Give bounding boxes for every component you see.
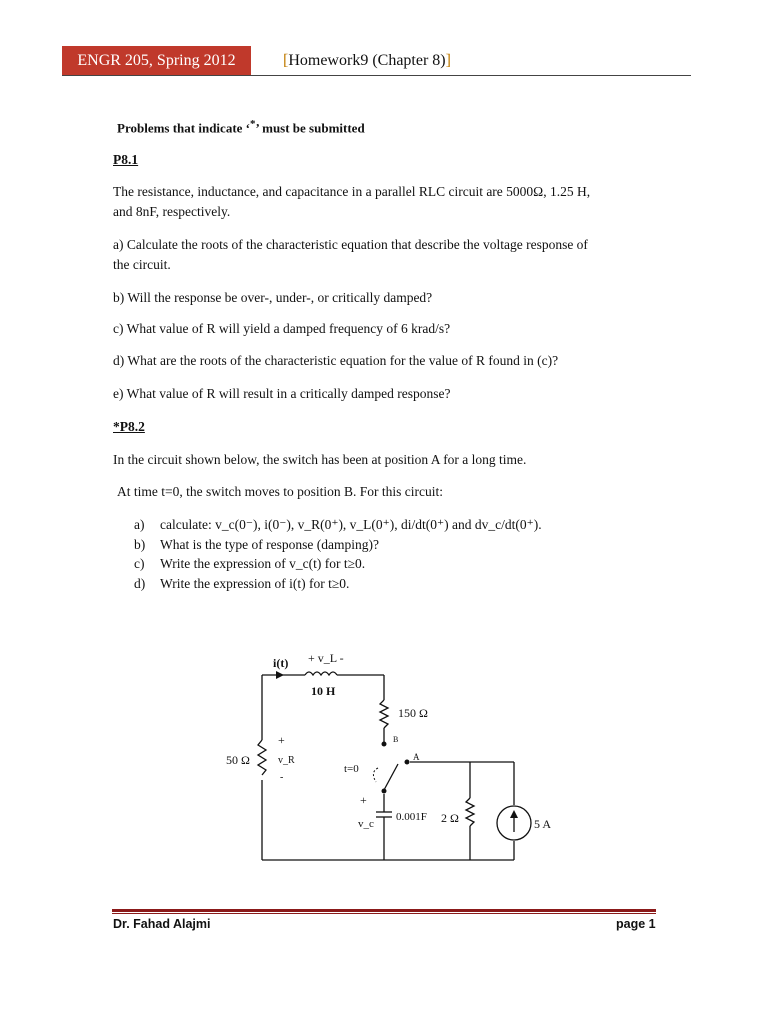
inductor-label: 10 H bbox=[311, 684, 336, 698]
bracket-open: [ bbox=[283, 52, 289, 69]
p81-intro-line2: and 8nF, respectively. bbox=[113, 204, 231, 219]
p81-intro-line1: The resistance, inductance, and capacitance in a parallel RLC circuit are 5000Ω, 1.25 H, bbox=[113, 184, 591, 199]
vc-plus: + bbox=[360, 793, 367, 807]
footer-rule bbox=[112, 909, 656, 912]
current-arrow bbox=[276, 671, 284, 679]
course-badge: ENGR 205, Spring 2012 bbox=[62, 46, 251, 76]
p81-a-line1: a) Calculate the roots of the characteristic equation that describe the voltage response of bbox=[113, 237, 588, 252]
current-label: i(t) bbox=[273, 656, 289, 670]
note-mark: * bbox=[250, 118, 256, 130]
footer-author: Dr. Fahad Alajmi bbox=[113, 917, 211, 931]
item-text: Write the expression of i(t) for t≥0. bbox=[160, 575, 350, 591]
resistor-2-label: 2 Ω bbox=[441, 811, 459, 825]
p81-b: b) Will the response be over-, under-, or critically damped? bbox=[113, 290, 433, 305]
footer-rule-thin bbox=[112, 913, 656, 914]
position-b-label: B bbox=[393, 735, 399, 744]
resistor-150-label: 150 Ω bbox=[398, 706, 428, 720]
switch-time-label: t=0 bbox=[344, 763, 359, 775]
note-pre: Problems that indicate ‘ bbox=[117, 120, 250, 136]
p81-e: e) What value of R will result in a critically damped response? bbox=[113, 386, 451, 401]
vr-minus: - bbox=[280, 772, 284, 783]
bracket-close: ] bbox=[445, 52, 451, 69]
resistor-50-label: 50 Ω bbox=[226, 753, 250, 767]
resistor-2-symbol bbox=[466, 798, 474, 826]
item-letter: a) bbox=[134, 517, 145, 532]
vl-label: + v_L - bbox=[308, 651, 344, 665]
homework-title-text: Homework9 (Chapter 8) bbox=[288, 52, 446, 69]
p82-heading: *P8.2 bbox=[113, 419, 145, 434]
vr-plus: + bbox=[278, 733, 285, 747]
item-text: What is the type of response (damping)? bbox=[160, 536, 379, 552]
note-post: ’ must be submitted bbox=[255, 120, 365, 136]
item-text: Write the expression of v_c(t) for t≥0. bbox=[160, 556, 366, 571]
capacitor-label: 0.001F bbox=[396, 811, 427, 823]
resistor-150-symbol bbox=[380, 700, 388, 728]
item-letter: d) bbox=[134, 575, 146, 591]
p81-c: c) What value of R will yield a damped frequency of 6 krad/s? bbox=[113, 321, 451, 336]
p82-line2: At time t=0, the switch moves to position B. For this circuit: bbox=[117, 484, 443, 499]
item-text: calculate: v_c(0⁻), i(0⁻), v_R(0⁺), v_L(0⁺), di/dt(0⁺) and dv_c/dt(0⁺). bbox=[160, 517, 542, 532]
p82-line1: In the circuit shown below, the switch has been at position A for a long time. bbox=[113, 452, 527, 467]
vr-label: v_R bbox=[278, 755, 295, 766]
source-label: 5 A bbox=[534, 817, 552, 831]
position-a-label: A bbox=[413, 752, 420, 762]
resistor-50-symbol bbox=[258, 740, 266, 775]
item-letter: b) bbox=[134, 536, 146, 552]
p81-d: d) What are the roots of the characteristic equation for the value of R found in (c)? bbox=[113, 353, 559, 368]
p81-heading: P8.1 bbox=[113, 152, 139, 167]
vc-label: v_c bbox=[358, 818, 374, 830]
p81-a-line2: the circuit. bbox=[113, 257, 171, 272]
item-letter: c) bbox=[134, 556, 145, 571]
footer-page-number: page 1 bbox=[616, 917, 656, 931]
inductor-symbol bbox=[305, 672, 337, 675]
